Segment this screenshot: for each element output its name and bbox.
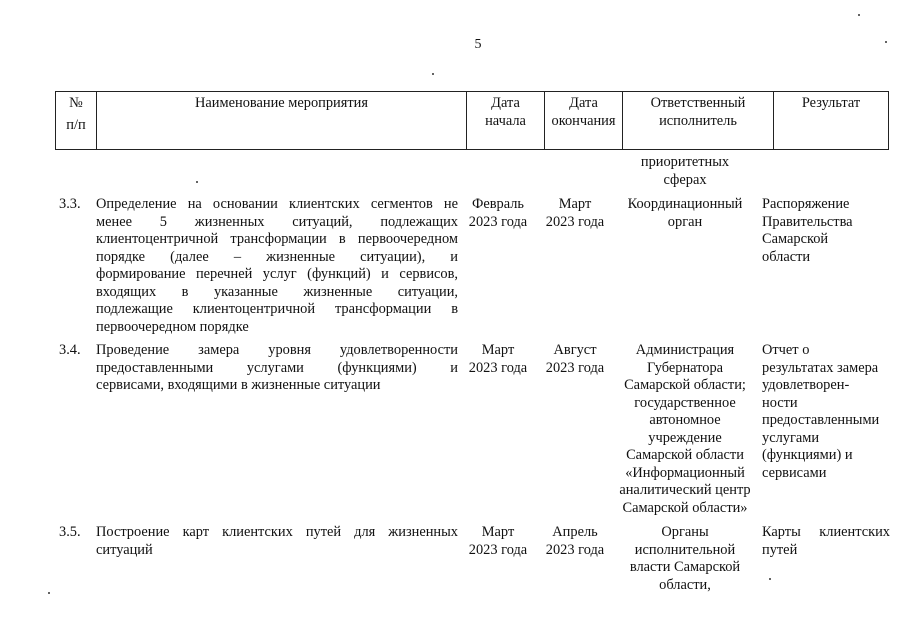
responsible-line: Органы	[661, 524, 709, 540]
responsible-line: Губернатора	[646, 359, 724, 376]
page-number: 5	[474, 37, 482, 52]
start-month: Март	[481, 342, 515, 358]
header-number-line1: №	[69, 95, 83, 111]
result-line: результатах замера	[762, 359, 879, 376]
row-name-line: первоочередном порядке	[96, 318, 249, 335]
row-responsible	[614, 196, 756, 231]
row-result	[762, 524, 890, 559]
header-result: Результат	[774, 92, 889, 150]
row-name-line: сервисами, входящими в жизненные ситуации	[96, 377, 381, 393]
row-name-line: подлежащие клиентоцентричной трансформации в	[96, 301, 458, 317]
header-start-line1: Дата	[491, 95, 520, 111]
end-month: Апрель	[552, 524, 598, 540]
header-start-date	[467, 92, 545, 150]
result-line: предоставленными	[762, 412, 880, 428]
result-line: удовлетворен-	[762, 377, 850, 393]
scan-speck	[196, 181, 198, 183]
row-name-line: Проведение замера уровня удовлетворенности	[96, 342, 458, 358]
end-year: 2023 года	[545, 359, 605, 376]
scan-speck	[885, 41, 887, 43]
row-name-line: Построение карт клиентских путей для жизненных	[96, 524, 458, 540]
header-resp-line2: исполнитель	[659, 112, 737, 129]
start-month: Февраль	[471, 196, 524, 212]
end-month: Март	[558, 196, 592, 212]
row-name	[96, 196, 458, 336]
start-year: 2023 года	[468, 541, 528, 558]
responsible-line: исполнительной	[634, 541, 736, 558]
table-header	[55, 91, 889, 150]
result-line: Правительства	[762, 213, 853, 230]
responsible-line: Самарской области»	[622, 499, 748, 516]
row-end-date	[540, 342, 610, 377]
row-start-date	[463, 196, 533, 231]
row-result	[762, 342, 890, 482]
row-number: 3.5.	[59, 524, 81, 540]
continuation-line2: сферах	[663, 171, 707, 188]
header-name: Наименование мероприятия	[97, 92, 467, 150]
row-end-date	[540, 524, 610, 559]
row-name	[96, 524, 458, 559]
end-year: 2023 года	[545, 213, 605, 230]
responsible-line: Администрация	[635, 342, 735, 358]
responsible-line: государственное	[634, 394, 736, 411]
responsible-line: орган	[667, 213, 703, 230]
header-responsible	[623, 92, 774, 150]
scan-speck	[769, 578, 771, 580]
responsible-line: Самарской области	[626, 447, 744, 463]
header-number-line2: п/п	[66, 116, 86, 133]
row-start-date	[463, 342, 533, 377]
responsible-line: автономное	[649, 412, 721, 428]
header-number	[56, 92, 97, 150]
result-line: путей	[762, 541, 798, 558]
row-responsible	[614, 524, 756, 594]
result-line: ности	[762, 394, 798, 411]
header-end-date	[545, 92, 623, 150]
row-responsible	[614, 342, 756, 517]
end-month: Август	[553, 342, 597, 358]
scan-speck	[858, 14, 860, 16]
row-name-line: входящих в указанные жизненные ситуации,	[96, 283, 458, 300]
scan-speck	[432, 73, 434, 75]
row-result	[762, 196, 890, 266]
result-line: Самарской	[762, 231, 829, 247]
start-year: 2023 года	[468, 213, 528, 230]
result-line: Распоряжение	[762, 196, 850, 212]
start-month: Март	[481, 524, 515, 540]
row-name	[96, 342, 458, 395]
row-name-line: формирование перечней услуг (функций) и сервисов,	[96, 266, 458, 282]
row-start-date	[463, 524, 533, 559]
start-year: 2023 года	[468, 359, 528, 376]
row-number: 3.4.	[59, 342, 81, 358]
header-start-line2: начала	[485, 112, 526, 129]
result-line: услугами	[762, 429, 820, 446]
row-number: 3.3.	[59, 196, 81, 212]
header-resp-line1: Ответственный	[650, 95, 746, 111]
row-name-line: клиентоцентричной трансформации в первоочередном	[96, 231, 458, 247]
responsible-line: области,	[659, 576, 711, 593]
result-line: Карты клиентских	[762, 524, 890, 540]
row-name-line: менее 5 жизненных ситуаций, подлежащих	[96, 213, 458, 230]
responsible-line: Самарской области;	[624, 377, 746, 393]
result-line: (функциями) и	[762, 447, 853, 463]
header-end-line1: Дата	[569, 95, 598, 111]
row-name-line: ситуаций	[96, 541, 153, 558]
row-name-line: Определение на основании клиентских сегментов не	[96, 196, 458, 212]
continuation-line1: приоритетных	[640, 154, 730, 170]
continuation-responsible	[614, 154, 756, 189]
row-name-line: порядке (далее – жизненные ситуации), и	[96, 248, 458, 265]
responsible-line: аналитический центр	[619, 482, 751, 498]
responsible-line: власти Самарской	[629, 559, 741, 575]
header-end-line2: окончания	[551, 112, 616, 129]
end-year: 2023 года	[545, 541, 605, 558]
result-line: Отчет о	[762, 342, 810, 358]
responsible-line: Координационный	[627, 196, 743, 212]
responsible-line: «Информационный	[625, 464, 745, 481]
result-line: области	[762, 248, 811, 265]
responsible-line: учреждение	[648, 429, 722, 446]
row-name-line: предоставленными услугами (функциями) и	[96, 359, 458, 376]
scan-speck	[48, 592, 50, 594]
result-line: сервисами	[762, 464, 827, 481]
row-end-date	[540, 196, 610, 231]
